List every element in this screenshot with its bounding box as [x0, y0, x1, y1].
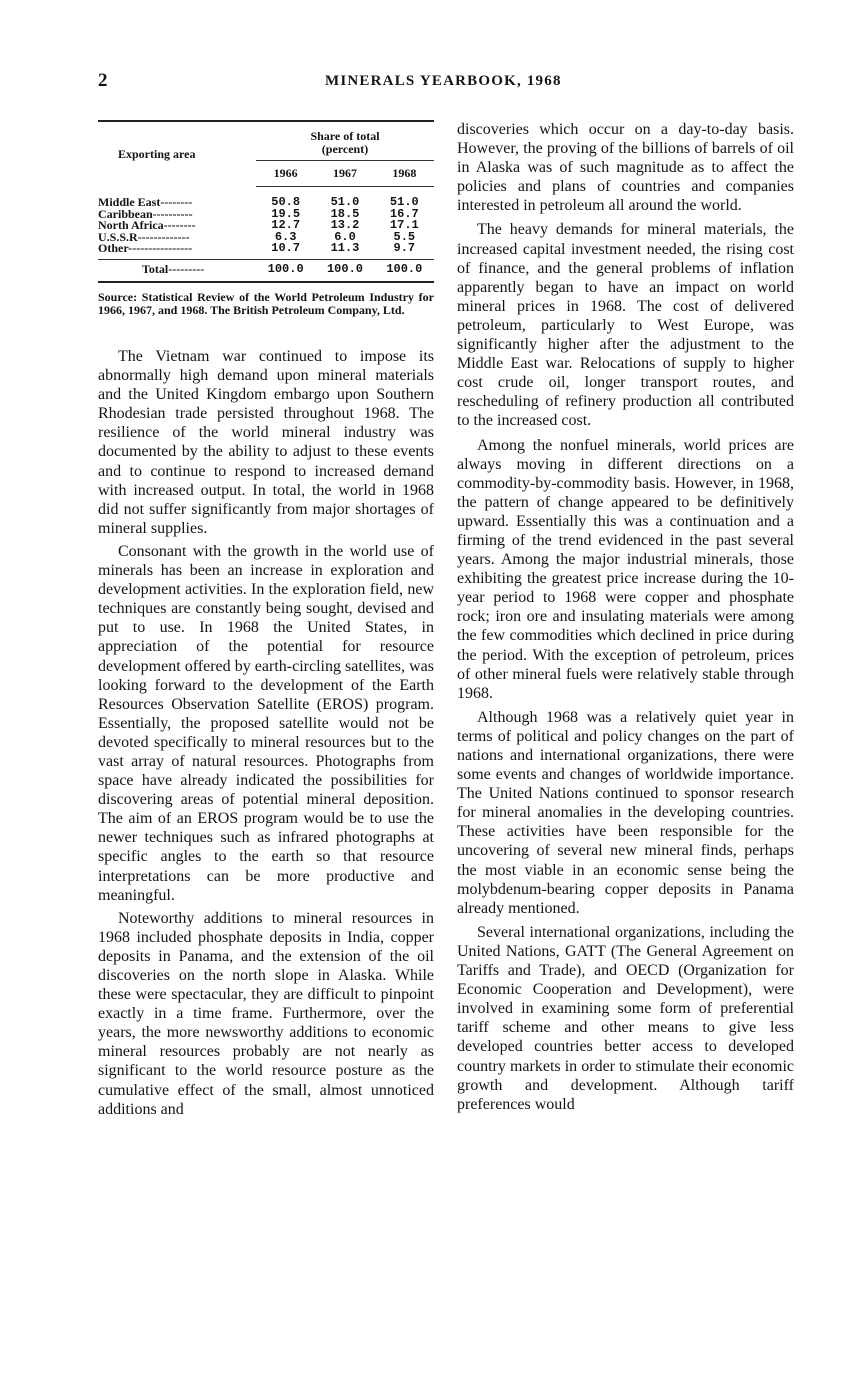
row-area: Middle East--------: [98, 197, 193, 209]
cell-1968: 9.7: [393, 241, 416, 255]
row-area: Other----------------: [98, 243, 193, 255]
cell-1966: 6.3: [274, 229, 297, 244]
paragraph: Noteworthy additions to mineral resources in 1968 included phosphate deposits in India, copper deposits in Panama, and the extension of the oil discoveries on the north slope in Alaska. While these were spectacular, they are difficult to pinpoint exactly in a time frame. Furthermore, over the years, the more newsworthy additions to economic mineral resources probably are not nearly as significant to the world resource posture as the cumulative effect of the small, almost unnoticed additions and: [98, 909, 434, 1118]
cell-1966: 19.5: [271, 206, 301, 221]
table-row: [98, 243, 434, 255]
export-share-table-block: [98, 120, 434, 317]
cell-1966: 12.7: [271, 218, 301, 232]
col-header-area: Exporting area: [118, 146, 196, 161]
table-row: [98, 220, 434, 232]
total-label: Total---------: [98, 259, 256, 282]
total-1966: 100.0: [256, 259, 315, 282]
cell-1968: 5.5: [393, 229, 416, 244]
paragraph: Although 1968 was a relatively quiet year in terms of political and policy changes on the part of nations and international organizations, there were some events and changes of worldwide importance. The United Nations continued to sponsor research for mineral anomalies in the developing countries. These activities have been responsible for the uncovering of several new mineral finds, perhaps the most viable in an economic sense being the molybdenum-bearing copper deposits in Panama already mentioned.: [457, 708, 794, 917]
cell-1968: 16.7: [389, 206, 419, 221]
col-header-year: 1966: [256, 161, 315, 187]
col-header-share-line2: (percent): [321, 142, 369, 156]
paragraph: Several international organizations, including the United Nations, GATT (The General Agreement on Tariffs and Trade), and OECD (Organization for Economic Cooperation and Development), were involved in examining some form of preferential tariff scheme and other means to give less developed countries better access to developed country markets in order to stimulate their economic growth and development. Although tariff preferences would: [457, 923, 794, 1113]
paragraph-continued: discoveries which occur on a day-to-day basis. However, the proving of the billions of barrels of oil in Alaska was of such magnitude as to affect the policies and plans of countries and companies interested in petroleum all around the world.: [457, 121, 794, 215]
cell-1966: 10.7: [271, 241, 301, 255]
table-row: [98, 197, 434, 209]
cell-1967: 18.5: [330, 206, 360, 221]
row-area: North Africa--------: [98, 220, 196, 232]
cell-1967: 11.3: [330, 241, 360, 255]
right-column: [457, 120, 794, 1119]
row-area: U.S.S.R-------------: [98, 231, 190, 243]
paragraph: Consonant with the growth in the world use of minerals has been an increase in exploration and development activities. In the exploration field, new techniques are constantly being sought, devised and put to use. In 1968 the United States, in appreciation of the potential for resource development offered by earth-circling satellites, was looking forward to the development of the Earth Resources Observation Satellite (EROS) program. Essentially, the proposed satellite would not be devoted specifically to mineral resources but to the vast array of natural resources. Photographs from space have already indicated the possibilities for discovering areas of potential mineral deposition. The aim of an EROS program would be to use the newer techniques such as infrared photographs at specific angles to the earth so that resource interpretations can be more productive and meaningful.: [98, 542, 434, 904]
col-header-share: [256, 121, 434, 161]
page-number: 2: [98, 70, 108, 91]
cell-1968: 17.1: [389, 218, 419, 232]
table-row: [98, 232, 434, 244]
export-share-table: [98, 120, 434, 283]
paragraph: The heavy demands for mineral materials, the increased capital investment needed, the rising cost of finance, and the general problems of inflation apparently began to have an impact on world mineral prices in 1968. The cost of delivered petroleum, particularly to West Europe, was significantly higher after the adjustment to the Middle East war. Relocations of supply to higher cost crude oil, longer transport routes, and rescheduling of refinery production all contributed to the increased cost.: [457, 221, 794, 430]
col-header-share-line1: Share of total: [310, 129, 380, 143]
cell-1967: 13.2: [330, 218, 360, 232]
cell-1967: 6.0: [334, 229, 356, 244]
total-1967: 100.0: [315, 259, 374, 282]
paragraph: Among the nonfuel minerals, world prices are always moving in different directions on a commodity-by-commodity basis. However, in 1968, the pattern of change appeared to be definitively upward. Essentially this was a continuation and a firming of the trend evidenced in the past several years. Among the major industrial minerals, those exhibiting the greatest price increase during the 10-year period to 1968 were copper and phosphate rock; iron ore and insulating materials were among the few commodities which declined in price during the period. With the exception of petroleum, prices of other mineral fuels were relatively stable through 1968.: [457, 436, 794, 702]
cell-1966: 50.8: [271, 195, 301, 209]
col-header-year: 1967: [315, 161, 374, 187]
row-area: Caribbean----------: [98, 208, 193, 220]
table-total-row: [98, 259, 434, 282]
cell-1967: 51.0: [330, 195, 360, 209]
table-source-note: Source: Statistical Review of the World Petroleum Industry for 1966, 1967, and 1968. The British Petroleum Company, Ltd.: [98, 290, 434, 317]
table-row: [98, 209, 434, 221]
col-header-year: 1968: [375, 161, 434, 187]
running-head: MINERALS YEARBOOK, 1968: [325, 73, 562, 89]
left-column: [98, 120, 434, 1123]
paragraph: The Vietnam war continued to impose its abnormally high demand upon mineral materials and the United Kingdom embargo upon Southern Rhodesian trade persisted throughout 1968. The resilience of the world mineral industry was documented by the ability to adjust to these events and to continue to respond to increased demand with increased output. In total, the world in 1968 did not suffer significantly from major shortages of mineral supplies.: [98, 348, 434, 537]
total-1968: 100.0: [375, 259, 434, 282]
cell-1968: 51.0: [389, 195, 419, 209]
